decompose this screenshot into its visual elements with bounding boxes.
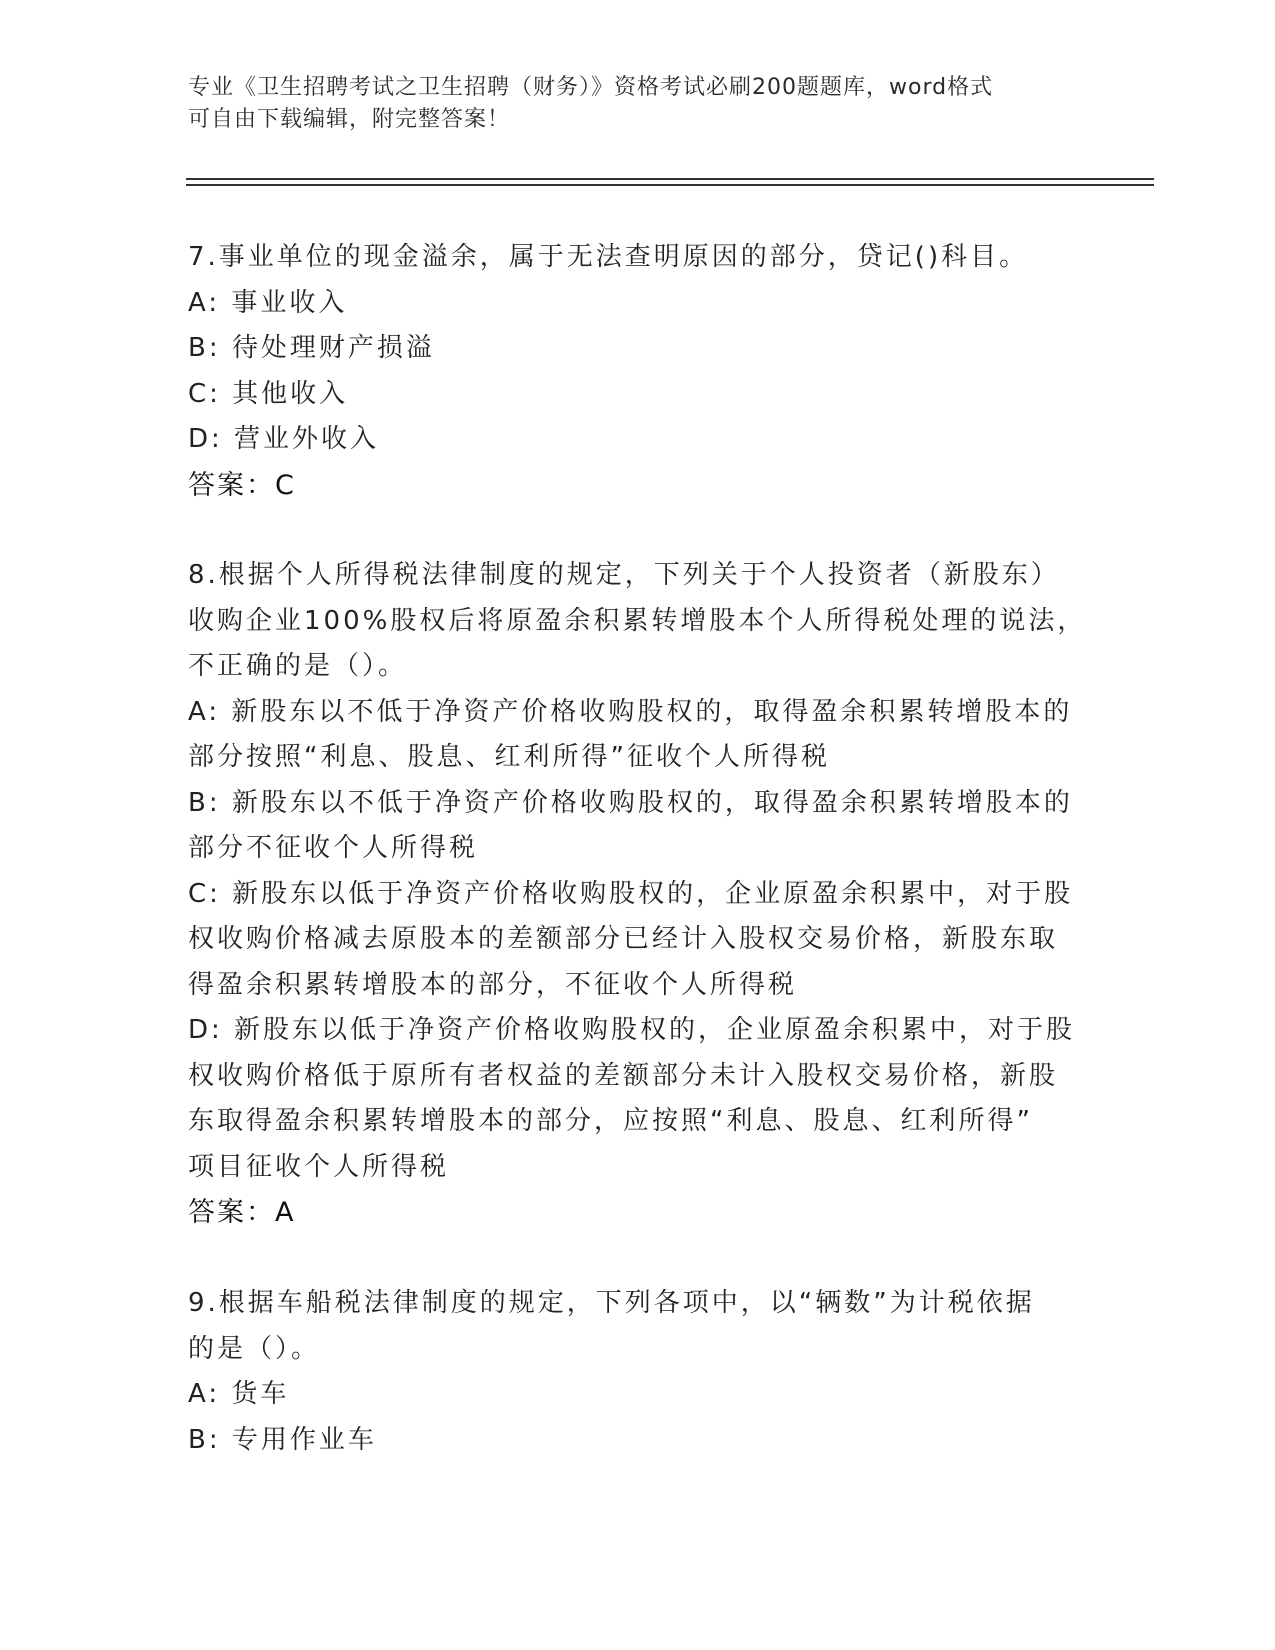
- option-a: A: 货车: [188, 1379, 290, 1409]
- option-c-cont: 得盈余积累转增股本的部分，不征收个人所得税: [188, 969, 798, 1000]
- header-divider-top: [186, 178, 1154, 180]
- question-stem-line: 不正确的是（）。: [188, 651, 408, 681]
- question-stem-line: 9.根据车船税法律制度的规定，下列各项中，以“辆数”为计税依据: [188, 1288, 1035, 1318]
- option-d: D: 新股东以低于净资产价格收购股权的，企业原盈余积累中，对于股: [188, 1015, 1076, 1045]
- question-stem-line: 的是（）。: [188, 1333, 321, 1364]
- header-divider-bottom: [186, 184, 1154, 186]
- header-line-1: 专业《卫生招聘考试之卫生招聘（财务）》资格考试必刷200题题库，word格式: [188, 75, 994, 100]
- question-stem: 7.事业单位的现金溢余，属于无法查明原因的部分，贷记()科目。: [188, 242, 1029, 272]
- answer-label: 答案：A: [188, 1197, 296, 1228]
- option-d-cont: 项目征收个人所得税: [188, 1151, 450, 1182]
- question-8: [188, 553, 1088, 1236]
- option-a: A: 新股东以不低于净资产价格收购股权的，取得盈余积累转增股本的: [188, 696, 1073, 727]
- option-b: B: 新股东以不低于净资产价格收购股权的，取得盈余积累转增股本的: [188, 787, 1073, 818]
- document-header: [188, 72, 1088, 136]
- question-stem-line: 8.根据个人所得税法律制度的规定，下列关于个人投资者（新股东）: [188, 560, 1060, 590]
- option-d-cont: 权收购价格低于原所有者权益的差额部分未计入股权交易价格，新股: [188, 1060, 1059, 1091]
- option-b-cont: 部分不征收个人所得税: [188, 833, 479, 863]
- question-9: [188, 1281, 1088, 1463]
- answer-label: 答案：C: [188, 469, 296, 501]
- option-d: D: 营业外收入: [188, 424, 380, 454]
- option-a-cont: 部分按照“利息、股息、红利所得”征收个人所得税: [188, 742, 830, 772]
- option-c: C: 其他收入: [188, 378, 349, 409]
- header-line-2: 可自由下载编辑，附完整答案！: [188, 107, 511, 132]
- option-a: A: 事业收入: [188, 287, 348, 318]
- question-7: [188, 235, 1088, 508]
- option-b: B: 专用作业车: [188, 1424, 377, 1455]
- option-b: B: 待处理财产损溢: [188, 333, 435, 363]
- question-stem-line: 收购企业100%股权后将原盈余积累转增股本个人所得税处理的说法，: [188, 605, 1087, 636]
- option-c-cont: 权收购价格减去原股本的差额部分已经计入股权交易价格，新股东取: [188, 924, 1059, 954]
- option-d-cont: 东取得盈余积累转增股本的部分，应按照“利息、股息、红利所得”: [188, 1106, 1033, 1136]
- option-c: C: 新股东以低于净资产价格收购股权的，企业原盈余积累中，对于股: [188, 878, 1074, 909]
